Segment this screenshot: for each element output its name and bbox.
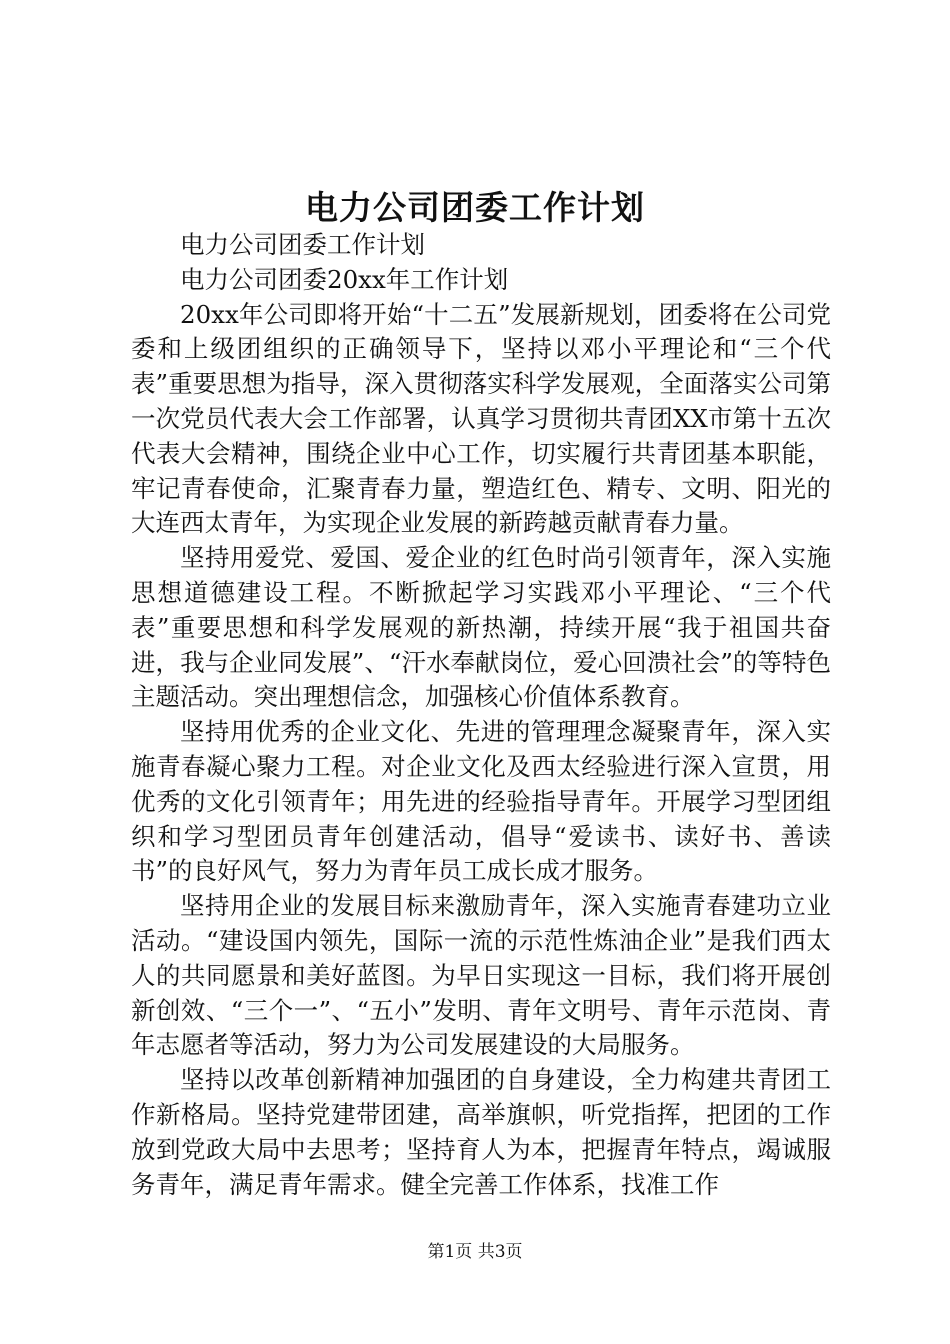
- document-body: [131, 228, 831, 1202]
- paragraph-plan-heading: 电力公司团委20xx年工作计划: [180, 264, 509, 294]
- paragraph-reform: 坚持以改革创新精神加强团的自身建设，全力构建共青团工作新格局。坚持党建带团建，高举旗帜，听党指挥，把团的工作放到党政大局中去思考；坚持育人为本，把握青年特点，竭诚服务青年，满足青年需求。健全完善工作体系，找准工作: [131, 1065, 831, 1199]
- paragraph-subtitle: 电力公司团委工作计划: [180, 230, 425, 259]
- paragraph-goals: 坚持用企业的发展目标来激励青年，深入实施青春建功立业活动。“建设国内领先，国际一流的示范性炼油企业”是我们西太人的共同愿景和美好蓝图。为早日实现这一目标，我们将开展创新创效、“三个一”、“五小”发明、青年文明号、青年示范岗、青年志愿者等活动，努力为公司发展建设的大局服务。: [131, 891, 831, 1060]
- document-title: 电力公司团委工作计划: [305, 188, 645, 227]
- page-footer: 第1页 共3页: [427, 1242, 523, 1262]
- paragraph-ideology: 坚持用爱党、爱国、爱企业的红色时尚引领青年，深入实施思想道德建设工程。不断掀起学习实践邓小平理论、“三个代表”重要思想和科学发展观的新热潮，持续开展“我于祖国共奋进，我与企业同发展”、“汗水奉献岗位，爱心回溃社会”的等特色主题活动。突出理想信念，加强核心价值体系教育。: [131, 543, 831, 712]
- paragraph-intro: 20xx年公司即将开始“十二五”发展新规划，团委将在公司党委和上级团组织的正确领导下，坚持以邓小平理论和“三个代表”重要思想为指导，深入贯彻落实科学发展观，全面落实公司第一次党员代表大会工作部署，认真学习贯彻共青团XX市第十五次代表大会精神，围绕企业中心工作，切实履行共青团基本职能，牢记青春使命，汇聚青春力量，塑造红色、精专、文明、阳光的大连西太青年，为实现企业发展的新跨越贡献青春力量。: [131, 299, 831, 538]
- paragraph-culture: 坚持用优秀的企业文化、先进的管理理念凝聚青年，深入实施青春凝心聚力工程。对企业文化及西太经验进行深入宣贯，用优秀的文化引领青年；用先进的经验指导青年。开展学习型团组织和学习型团员青年创建活动，倡导“爱读书、读好书、善读书”的良好风气，努力为青年员工成长成才服务。: [131, 717, 831, 886]
